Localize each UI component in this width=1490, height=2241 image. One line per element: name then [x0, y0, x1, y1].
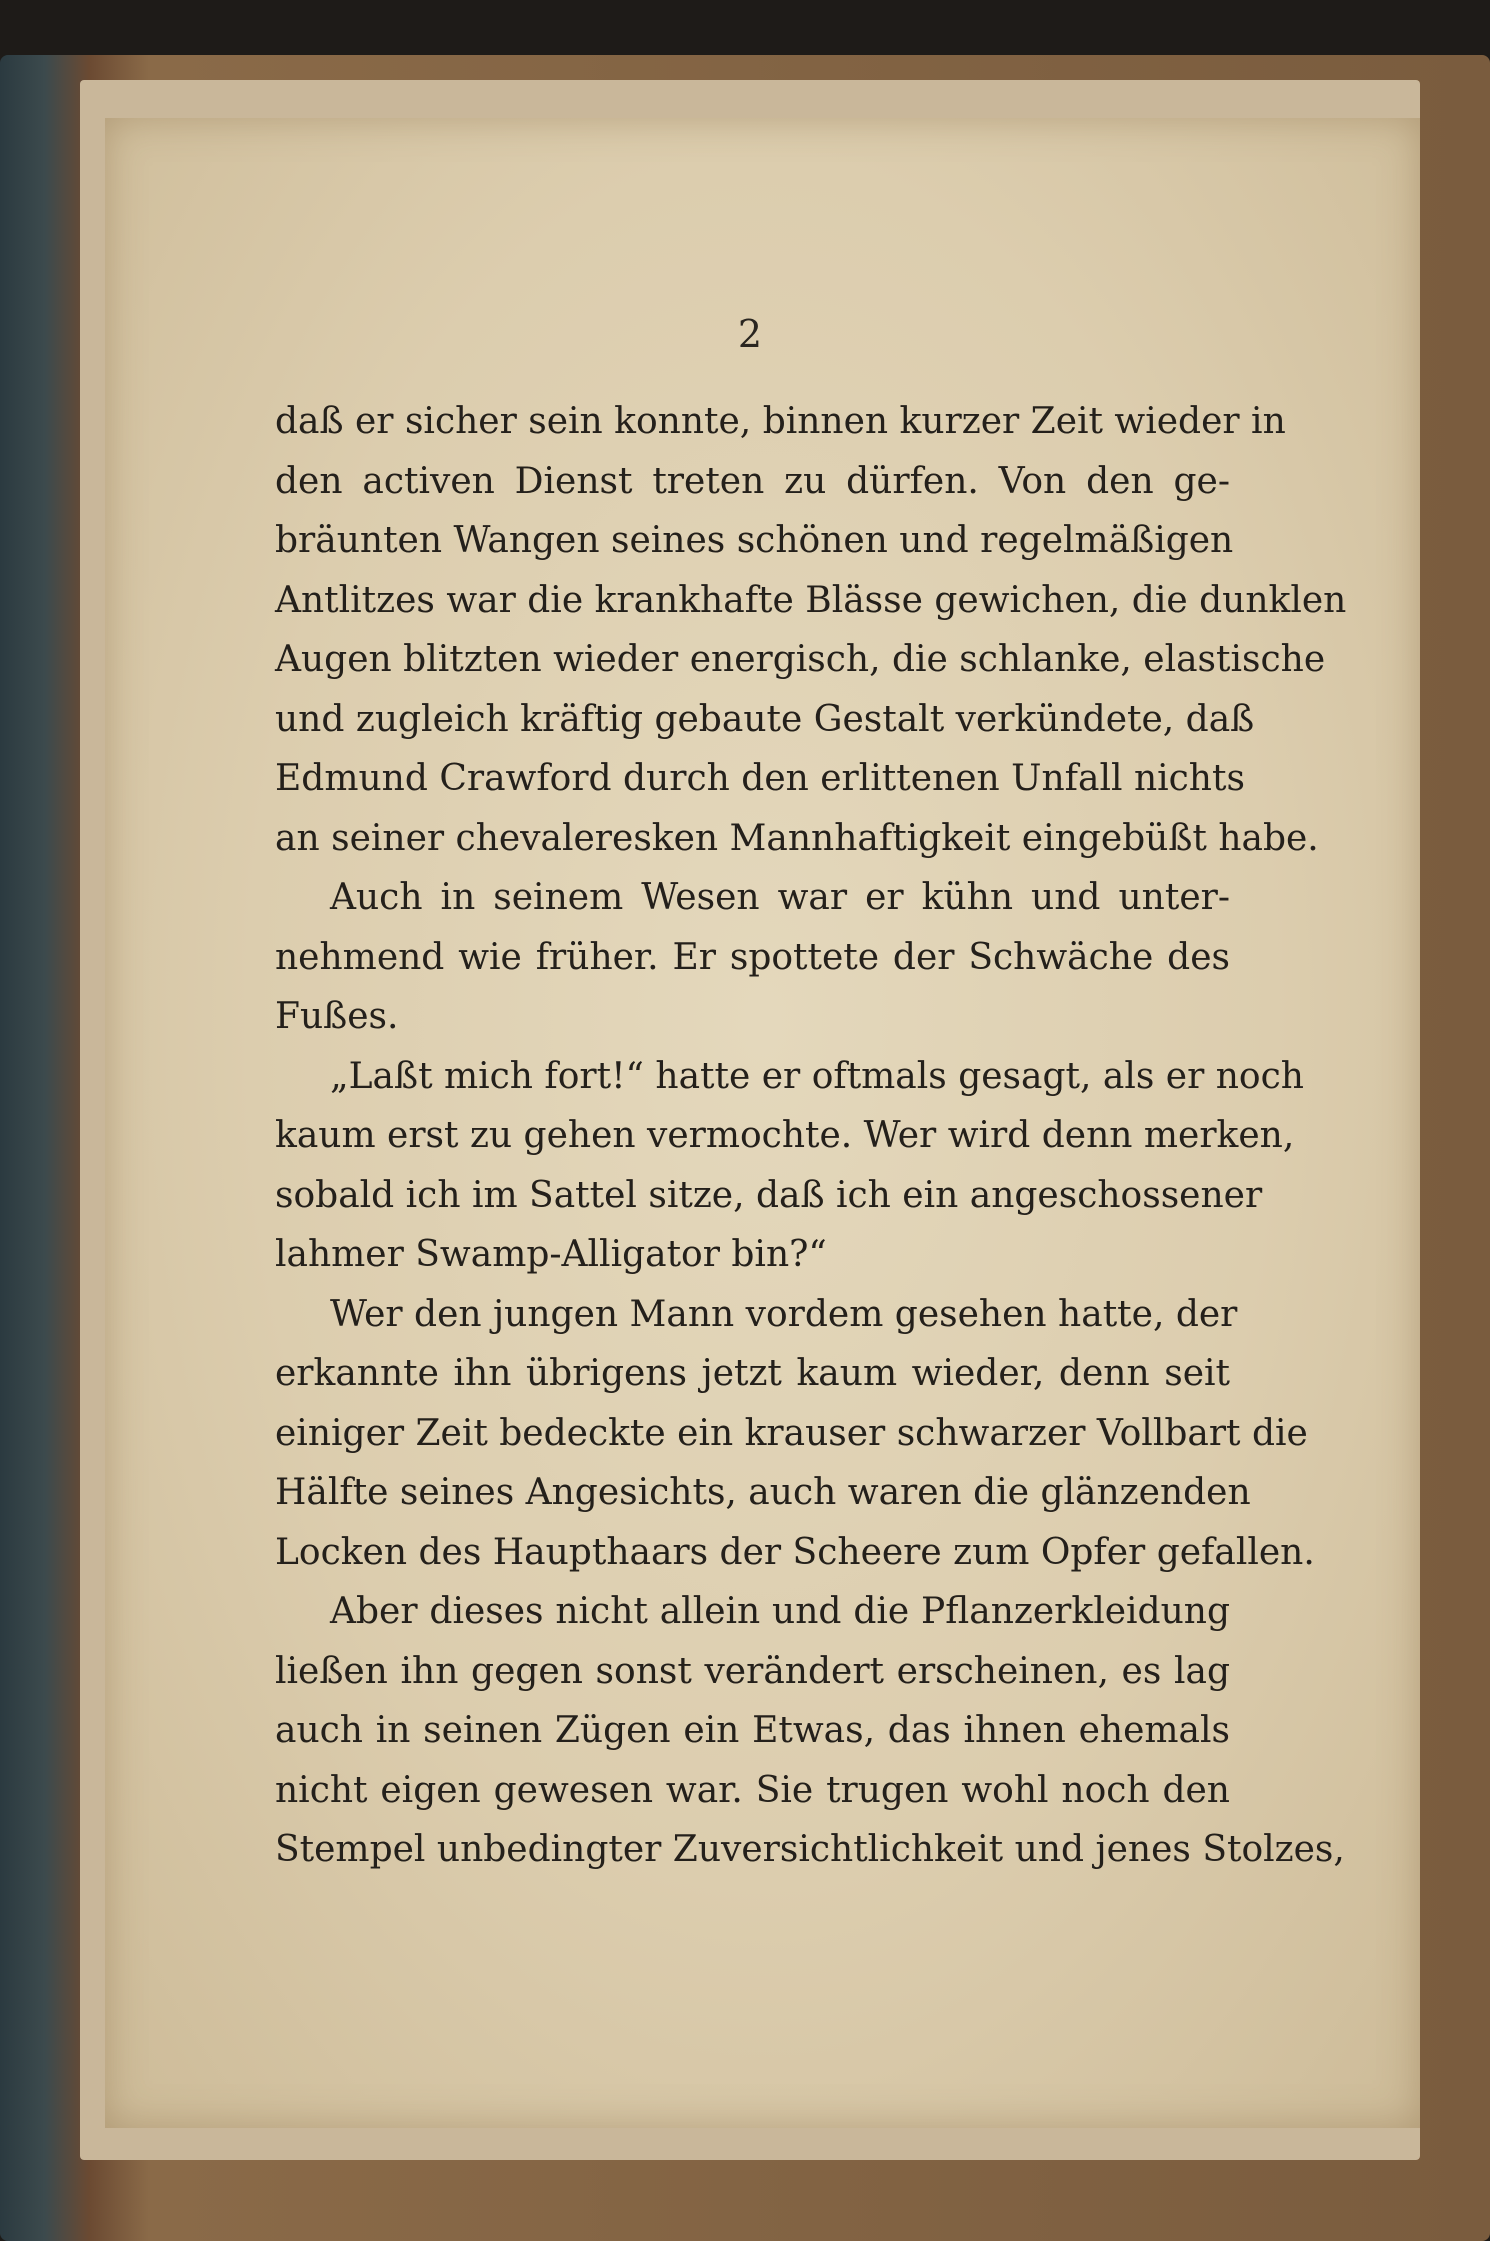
- text-line: und zugleich kräftig gebaute Gestalt verkündete, daß: [275, 698, 1255, 740]
- text-line: einiger Zeit bedeckte ein krauser schwarzer Vollbart die: [275, 1412, 1308, 1454]
- text-line: ließen ihn gegen sonst verändert erscheinen, es lag: [275, 1650, 1230, 1692]
- text-line: sobald ich im Sattel sitze, daß ich ein angeschossener: [275, 1174, 1263, 1216]
- text-line: bräunten Wangen seines schönen und regelmäßigen: [275, 520, 1234, 561]
- text-line: kaum erst zu gehen vermochte. Wer wird denn merken,: [275, 1115, 1295, 1156]
- text-line: Locken des Haupthaars der Scheere zum Opfer gefallen.: [275, 1531, 1315, 1573]
- text-line: an seiner chevaleresken Mannhaftigkeit eingebüßt habe.: [275, 817, 1319, 859]
- text-line: daß er sicher sein konnte, binnen kurzer Zeit wieder in: [275, 401, 1286, 442]
- text-line: Stempel unbedingter Zuversichtlichkeit und jenes Stolzes,: [275, 1829, 1345, 1870]
- text-line: Wer den jungen Mann vordem gesehen hatte, der: [330, 1293, 1238, 1335]
- text-line: Fußes.: [275, 996, 399, 1037]
- text-line: lahmer Swamp-Alligator bin?“: [275, 1234, 827, 1275]
- text-line: „Laßt mich fort!“ hatte er oftmals gesagt, als er noch: [330, 1055, 1304, 1097]
- body-text: [275, 392, 1347, 1880]
- text-line: Antlitzes war die krankhafte Blässe gewichen, die dunklen: [275, 579, 1347, 621]
- page-number: 2: [737, 312, 763, 356]
- text-line: Hälfte seines Angesichts, auch waren die glänzenden: [275, 1472, 1251, 1513]
- text-line: nicht eigen gewesen war. Sie trugen wohl noch den: [275, 1769, 1230, 1811]
- text-line: auch in seinen Zügen ein Etwas, das ihnen ehemals: [275, 1710, 1230, 1751]
- text-line: nehmend wie früher. Er spottete der Schwäche des: [275, 936, 1230, 978]
- text-line: Auch in seinem Wesen war er kühn und unter-: [330, 877, 1230, 918]
- text-line: Edmund Crawford durch den erlittenen Unfall nichts: [275, 758, 1245, 799]
- text-line: Augen blitzten wieder energisch, die schlanke, elastische: [275, 639, 1326, 680]
- text-line: den activen Dienst treten zu dürfen. Von den ge-: [275, 460, 1230, 502]
- text-line: erkannte ihn übrigens jetzt kaum wieder, denn seit: [275, 1353, 1230, 1394]
- text-line: Aber dieses nicht allein und die Pflanzerkleidung: [330, 1591, 1230, 1632]
